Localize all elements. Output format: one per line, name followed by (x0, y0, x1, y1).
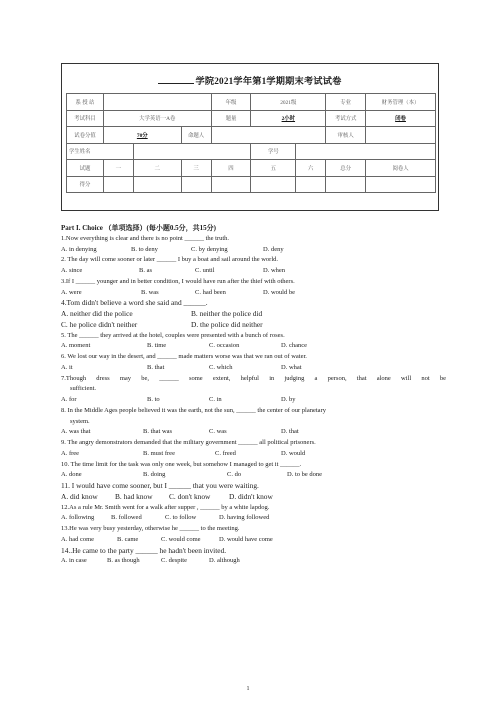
option-row (61, 245, 446, 256)
option[interactable]: C. was (209, 428, 227, 436)
option[interactable]: A. free (61, 449, 80, 457)
option[interactable]: B. to (147, 396, 160, 403)
option[interactable]: B. that was (143, 428, 173, 436)
subject-label: 考试科目 (67, 110, 104, 127)
question-stem: 12.As a rule Mr. Smith went for a walk after supper , ______ by a white lapdog. (61, 503, 270, 511)
student-id-value[interactable] (296, 143, 436, 160)
subject-value: 大学英语一A卷 (103, 110, 211, 127)
option-row (61, 309, 446, 320)
exam-title-text: 学院2021学年第1学期期末考试试卷 (195, 76, 342, 86)
option-row (61, 535, 446, 546)
question-stem: 4.Tom didn't believe a word she said and ______. (61, 298, 208, 308)
major-value: 财务管理（本） (366, 94, 436, 111)
option[interactable]: B. doing (143, 471, 166, 479)
exam-title (62, 73, 438, 87)
option[interactable]: D. although (209, 557, 240, 565)
exam-mode-label: 考试方式 (326, 110, 366, 127)
option[interactable]: D. what (281, 363, 302, 371)
grade-value: 2021级 (251, 94, 326, 111)
question-stem-cont: sufficient. (70, 385, 97, 393)
option[interactable]: D. by (281, 396, 296, 403)
option-row (61, 556, 446, 567)
q-col-4: 四 (211, 160, 251, 177)
question-header: 试题 (67, 160, 104, 177)
exam-info-table (66, 93, 436, 193)
option[interactable]: A. following (61, 514, 95, 522)
q-col-5: 五 (251, 160, 296, 177)
score-cell-1[interactable] (103, 176, 133, 193)
option[interactable]: C. despite (161, 557, 187, 565)
option-row (61, 320, 446, 331)
option-row (61, 266, 446, 277)
score-cell-grader[interactable] (366, 176, 436, 193)
option[interactable]: C. do (227, 471, 242, 479)
option-row (61, 449, 446, 460)
option[interactable]: D. the police did neither (191, 319, 263, 329)
q-col-3: 三 (181, 160, 211, 177)
duration-value: 2小时 (251, 110, 326, 127)
question-stem: 8. In the Middle Ages people believed it was the earth, not the sun, ______ the center of our planetary (61, 406, 326, 414)
option[interactable]: D. deny (263, 245, 284, 253)
option[interactable]: C. until (195, 267, 215, 274)
grader-col: 阅卷人 (366, 160, 436, 177)
option[interactable]: C. to follow (165, 514, 197, 522)
option-row (61, 288, 446, 299)
question-stem-cont: system. (70, 417, 90, 425)
student-id-label: 学号 (251, 143, 296, 160)
option-row (61, 363, 446, 374)
option[interactable]: B. had know (115, 491, 153, 501)
reviewer-value[interactable] (366, 127, 436, 144)
option[interactable]: D. to be done (287, 471, 323, 479)
q-col-2: 二 (133, 160, 181, 177)
option[interactable]: C. freed (215, 449, 236, 457)
option[interactable]: C. in (209, 396, 222, 403)
score-cell-3[interactable] (181, 176, 211, 193)
question-stem: 13.He was very busy yesterday, otherwise he ______ to the meeting. (61, 525, 240, 532)
question-stem: 7.Though dress may be, ______ some extent, helpful in judging a person, that alone will not be (61, 374, 446, 382)
score-cell-5[interactable] (251, 176, 296, 193)
option-row (61, 341, 446, 352)
option[interactable]: D. would have come (219, 535, 273, 543)
score-cell-4[interactable] (211, 176, 251, 193)
q-col-1: 一 (103, 160, 133, 177)
option[interactable]: B. was (141, 288, 159, 296)
score-cell-6[interactable] (296, 176, 326, 193)
option[interactable]: B. came (117, 535, 139, 543)
option[interactable]: A. neither did the police (61, 309, 133, 318)
option[interactable]: A. in case (61, 557, 87, 565)
question-stem: 14..He came to the party ______ he hadn't been invited. (61, 545, 227, 555)
setter-label: 命题人 (181, 127, 211, 144)
option[interactable]: A. did know (61, 491, 98, 501)
option[interactable]: A. since (61, 267, 83, 274)
option-row (61, 492, 446, 503)
option[interactable]: B. as (139, 267, 152, 274)
questions-section (61, 223, 446, 567)
college-name-blank (158, 83, 194, 84)
option[interactable]: B. neither the police did (191, 309, 263, 318)
option[interactable]: D. that (281, 428, 299, 436)
question-stem: 10. The time limit for the task was only one week, but somehow I managed to get it ______. (61, 460, 302, 468)
exam-header-box (61, 63, 439, 211)
option[interactable]: C. had been (195, 288, 226, 296)
option[interactable]: A. had come (61, 535, 95, 543)
option[interactable]: C. by denying (191, 245, 228, 253)
total-col: 总分 (326, 160, 366, 177)
option[interactable]: A. done (61, 471, 82, 479)
option[interactable]: D. when (263, 267, 286, 274)
option[interactable]: B. followed (111, 514, 142, 522)
option[interactable]: D. having followed (219, 514, 270, 522)
q-col-6: 六 (296, 160, 326, 177)
question-stem: 9. The angry demonstrators demanded that the military government ______ all political prisoners. (61, 439, 316, 446)
option[interactable]: C. which (209, 363, 233, 371)
option[interactable]: D. didn't know (229, 491, 273, 501)
setter-value[interactable] (211, 127, 326, 144)
option[interactable]: A. in denying (61, 245, 97, 253)
option[interactable]: D. would (281, 449, 306, 457)
exam-mode-value: 闭卷 (366, 110, 436, 127)
major-label: 专业 (326, 94, 366, 111)
student-name-label: 学生姓名 (67, 143, 134, 160)
option-row (61, 470, 446, 481)
duration-label: 题量 (211, 110, 251, 127)
reviewer-label: 审核人 (326, 127, 366, 144)
option[interactable]: B. that (147, 363, 165, 371)
question-stem: 2. The day will come sooner or later ______ I buy a boat and sail around the world. (61, 256, 279, 264)
option[interactable]: D. would be (263, 288, 295, 296)
option[interactable]: B. to deny (131, 245, 158, 253)
option[interactable]: B. must free (143, 449, 175, 457)
dept-label: 系 授 站 (67, 94, 104, 111)
grade-label: 年级 (211, 94, 251, 111)
question-stem: 6. We lost our way in the desert, and ______ made matters worse was that we ran out of water. (61, 353, 307, 360)
option[interactable]: B. time (147, 342, 167, 350)
option[interactable]: C. would come (161, 535, 201, 543)
dept-value[interactable] (103, 94, 211, 111)
option-row (61, 513, 446, 524)
score-row-label: 得分 (67, 176, 104, 193)
page-number: 1 (246, 686, 250, 692)
option[interactable]: A. moment (61, 342, 91, 350)
option[interactable]: D. chance (281, 342, 307, 350)
student-name-value[interactable] (133, 143, 251, 160)
question-stem: 1.Now everything is clear and there is no point ______ the truth. (61, 234, 230, 242)
question-stem: 5. The ______ they arrived at the hotel, couples were presented with a bunch of roses. (61, 331, 285, 339)
question-stem: 3.If I ______ younger and in better condition, I would have run after the thief with others. (61, 277, 295, 285)
score-cell-total[interactable] (326, 176, 366, 193)
option[interactable]: A. was that (61, 428, 91, 436)
question-stem: 11. I would have come sooner, but I ______ that you were waiting. (61, 481, 259, 490)
option[interactable]: C. occasion (209, 342, 240, 350)
score-value: 70分 (103, 127, 181, 144)
option-row (61, 427, 446, 438)
option[interactable]: B. as though (107, 557, 140, 565)
option[interactable]: C. he police didn't neither (61, 319, 138, 329)
score-label: 试卷分值 (67, 127, 104, 144)
score-cell-2[interactable] (133, 176, 181, 193)
option[interactable]: A. were (61, 288, 82, 296)
option[interactable]: C. don't know (169, 491, 211, 501)
option[interactable]: A. for (61, 396, 77, 403)
option[interactable]: A. it (61, 363, 73, 371)
option-row (61, 395, 446, 406)
part-title: Part I. Choice （单项选择）(每小题0.5分，共15分) (61, 224, 216, 232)
